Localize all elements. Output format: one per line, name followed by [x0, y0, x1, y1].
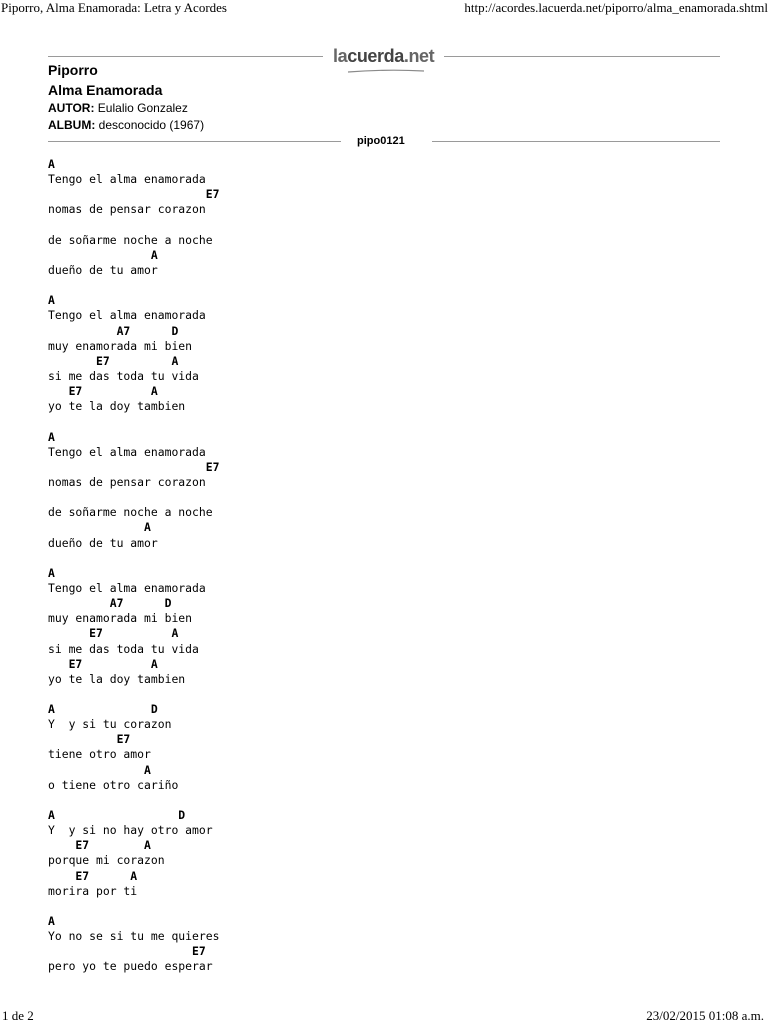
lyric-line: o tiene otro cariño	[48, 777, 179, 792]
lyric-line: tiene otro amor	[48, 747, 151, 762]
lyric-line: nomas de pensar corazon	[48, 202, 206, 217]
blank-line	[48, 687, 748, 702]
song-lyrics-chords	[48, 157, 748, 975]
lyric-line: dueño de tu amor	[48, 535, 158, 550]
chord-line: E7	[48, 459, 220, 474]
chord-line: E7	[48, 732, 131, 747]
logo-swoosh-icon	[346, 68, 426, 76]
autor-value: Eulalio Gonzalez	[97, 101, 188, 115]
chord-line: A	[48, 157, 55, 171]
lyric-line: pero yo te puedo esperar	[48, 959, 213, 974]
print-header-title: Piporro, Alma Enamorada: Letra y Acordes	[1, 0, 227, 15]
autor-label: AUTOR:	[48, 101, 95, 115]
lyric-line: Tengo el alma enamorada	[48, 172, 206, 187]
logo-part-cuerda: cuerda	[347, 46, 404, 66]
print-header-url: http://acordes.lacuerda.net/piporro/alma_enamorada.shtml	[464, 0, 768, 15]
logo-part-tld: .net	[403, 46, 435, 66]
chord-line: A D	[48, 702, 158, 717]
header-rule-right	[444, 56, 720, 57]
chord-line: E7	[48, 187, 220, 202]
chord-line: A7 D	[48, 323, 179, 338]
blank-line	[48, 490, 748, 505]
header-rule-left	[48, 56, 323, 57]
chord-line: E7 A	[48, 656, 158, 671]
chord-line: A	[48, 565, 55, 580]
chord-line: E7 A	[48, 353, 179, 368]
lyric-line: muy enamorada mi bien	[48, 338, 193, 353]
song-album	[48, 118, 204, 132]
chord-line: E7	[48, 944, 206, 959]
song-artist[interactable]: Piporro	[48, 62, 98, 78]
chord-line: A	[48, 520, 151, 535]
blank-line	[48, 218, 748, 233]
chord-line: A	[48, 914, 55, 929]
chord-line: A	[48, 293, 55, 308]
song-title: Alma Enamorada	[48, 82, 163, 98]
album-value: desconocido (1967)	[98, 118, 205, 132]
chord-line: E7 A	[48, 868, 138, 883]
blank-line	[48, 414, 748, 429]
chord-line: E7 A	[48, 384, 158, 399]
chord-line: E7 A	[48, 626, 179, 641]
lyric-line: dueño de tu amor	[48, 262, 158, 277]
lyric-line: nomas de pensar corazon	[48, 474, 206, 489]
uploader-rule-right	[432, 141, 720, 142]
lyric-line: Y y si no hay otro amor	[48, 823, 213, 838]
lyric-line: si me das toda tu vida	[48, 641, 199, 656]
lyric-line: yo te la doy tambien	[48, 671, 186, 686]
album-label: ALBUM:	[48, 118, 96, 132]
blank-line	[48, 793, 748, 808]
chord-line: A7 D	[48, 596, 172, 611]
lyric-line: Tengo el alma enamorada	[48, 308, 206, 323]
lyric-line: Tengo el alma enamorada	[48, 580, 206, 595]
lyric-line: Yo no se si tu me quieres	[48, 929, 220, 944]
blank-line	[48, 278, 748, 293]
lyric-line: Y y si tu corazon	[48, 717, 172, 732]
lyric-line: de soñarme noche a noche	[48, 232, 213, 247]
print-timestamp: 23/02/2015 01:08 a.m.	[646, 1008, 764, 1023]
page-indicator: 1 de 2	[2, 1008, 34, 1023]
lyric-line: si me das toda tu vida	[48, 368, 199, 383]
logo-part-la: la	[333, 46, 348, 66]
song-autor	[48, 101, 188, 115]
lyric-line: porque mi corazon	[48, 853, 165, 868]
lyric-line: de soñarme noche a noche	[48, 505, 213, 520]
blank-line	[48, 551, 748, 566]
blank-line	[48, 899, 748, 914]
uploader-rule-left	[48, 141, 341, 142]
chord-line: A	[48, 247, 158, 262]
lyric-line: muy enamorada mi bien	[48, 611, 193, 626]
lyric-line: yo te la doy tambien	[48, 399, 186, 414]
chord-line: A	[48, 762, 151, 777]
chord-line: E7 A	[48, 838, 151, 853]
chord-line: A	[48, 429, 55, 444]
uploader-name[interactable]: pipo0121	[357, 135, 405, 147]
chord-line: A D	[48, 808, 186, 823]
lyric-line: Tengo el alma enamorada	[48, 444, 206, 459]
lyric-line: morira por ti	[48, 883, 138, 898]
